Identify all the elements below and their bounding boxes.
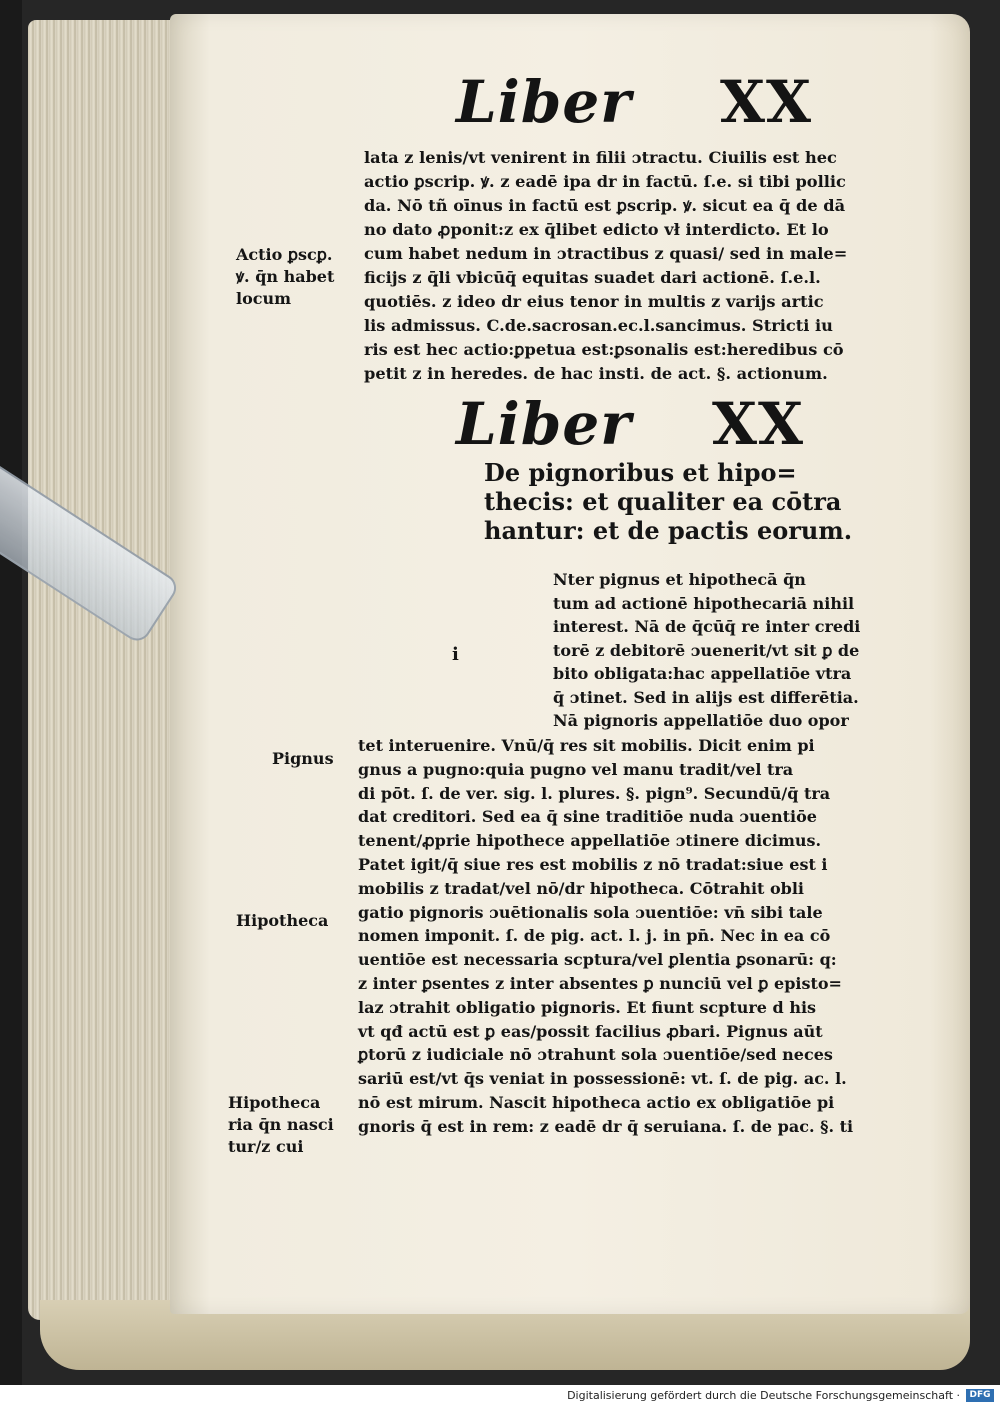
text-line: Nā pignoris appellatiōe duo opor: [553, 711, 849, 730]
text-line: nomen imponit. ſ. de pig. act. l. j. in pn̄. Nec in ea cō: [358, 926, 831, 946]
text-line: lata z lenis/vt venirent in filii ɔtractu. Ciuilis est hec: [364, 148, 837, 167]
text-line: torē z debitorē ɔuenerit/vt sit ꝑ de: [553, 640, 860, 660]
text-line: gatio pignoris ɔuētionalis sola ɔuentiōe: vn̄ sibi tale: [358, 902, 823, 922]
text-line: dat creditori. Sed ea q̄ sine traditiōe nuda ɔuentiōe: [358, 807, 817, 827]
text-line: bito obligata:hac appellatiōe vtra: [553, 664, 852, 683]
running-header-liber: Liber: [456, 68, 632, 136]
text-line: interest. Nā de q̄cūq̄ re inter credi: [553, 617, 861, 636]
text-line: Patet igit/q̄ siue res est mobilis z nō tradat:siue est i: [358, 854, 828, 874]
margin-line: tur/z cui: [228, 1137, 304, 1156]
text-line: tet interuenire. Vnū/q̄ res sit mobilis. Dicit enim pi: [358, 736, 815, 755]
margin-line: Actio ꝑscꝑ.: [236, 245, 333, 264]
text-line: nō est mirum. Nascit hipotheca actio ex obligatiōe pi: [358, 1092, 835, 1112]
text-line: lis admissus. C.de.sacrosan.ec.l.sancimus. Stricti iu: [364, 316, 833, 335]
text-line: ficijs z q̄li vbicūq̄ equitas suadet dari actionē. ſ.e.l.: [364, 268, 821, 287]
page-edges: [28, 20, 178, 1320]
margin-line: ꝟ. q̄n habet: [236, 267, 335, 286]
margin-line: Pignus: [272, 749, 334, 768]
text-line: vt qđ actū est ꝑ eas/possit facilius ꝓbari. Pignus aūt: [358, 1021, 823, 1041]
text-line: tenent/ꝓprie hipothece appellatiōe ɔtinere dicimus.: [358, 831, 822, 851]
text-line: q̄ ɔtinet. Sed in alijs est differētia.: [553, 687, 859, 707]
chapter-title: [484, 458, 852, 545]
margin-line: Hipotheca: [236, 911, 329, 930]
text-line: quotiēs. z ideo dr eius tenor in multis z varijs artic: [364, 292, 824, 311]
text-line: gnoris q̄ est in rem: z eadē dr q̄ seruiana. ſ. de pac. §. ti: [358, 1116, 854, 1136]
footer-credit: Digitalisierung gefördert durch die Deutsche Forschungsgemeinschaft ·: [567, 1389, 960, 1402]
text-line: gnus a pugno:quia pugno vel manu tradit/vel tra: [358, 759, 794, 779]
text-line: cum habet nedum in ɔtractibus z quasi/ sed in male=: [364, 244, 848, 263]
text-line: sariū est/vt q̄s veniat in possessionē: vt. ſ. de pig. ac. l.: [358, 1069, 847, 1089]
text-block-1: [364, 146, 847, 386]
text-line: tum ad actionē hipothecariā nihil: [553, 593, 855, 613]
running-header-number: XX: [720, 68, 813, 136]
title-line: De pignoribus et hipo=: [484, 458, 797, 487]
text-line: actio ꝑscrip. ꝟ. z eadē ipa dr in factū. ſ.e. si tibi pollic: [364, 172, 846, 191]
text-block-3: [358, 734, 853, 1139]
margin-note-actio: [236, 244, 334, 310]
text-line: ꝑtorū z iudiciale nō ɔtrahunt sola ɔuentiōe/sed neces: [358, 1045, 833, 1065]
text-line: no dato ꝓponit:z ex q̄libet edicto vł interdicto. Et lo: [364, 220, 829, 239]
text-block-2: [553, 568, 860, 733]
text-line: z inter ꝑsentes z inter absentes ꝑ nunciū vel ꝑ episto=: [358, 973, 842, 993]
margin-line: Hipotheca: [228, 1093, 321, 1112]
margin-note-pignus: [272, 748, 334, 770]
text-line: ris est hec actio:ꝑpetua est:ꝑsonalis est:heredibus cō: [364, 340, 844, 359]
book-cover-edge: [0, 0, 22, 1385]
dfg-logo: DFG: [966, 1389, 994, 1402]
footer-bar: [0, 1385, 1000, 1407]
margin-line: locum: [236, 289, 292, 308]
title-line: thecis: et qualiter ea cōtra: [484, 487, 842, 516]
stray-mark: i: [452, 644, 459, 665]
section-header-number: XX: [712, 390, 805, 458]
text-line: di pōt. ſ. de ver. sig. l. plures. §. pign⁹. Secundū/q̄ tra: [358, 783, 831, 803]
margin-line: ria q̄n nasci: [228, 1115, 334, 1134]
text-line: uentiōe est necessaria scptura/vel ꝑlentia ꝑsonarū: q:: [358, 950, 837, 970]
margin-note-hipothecaria: [228, 1092, 334, 1158]
text-line: laz ɔtrahit obligatio pignoris. Et fiunt scpture d his: [358, 997, 817, 1017]
title-line: hantur: et de pactis eorum.: [484, 516, 853, 545]
section-header-liber: Liber: [456, 390, 632, 458]
text-line: mobilis z tradat/vel nō/dr hipotheca. Cōtrahit obli: [358, 878, 804, 898]
margin-note-hipotheca: [236, 910, 328, 932]
text-line: Nter pignus et hipothecā q̄n: [553, 570, 806, 589]
text-line: petit z in heredes. de hac insti. de act. §. actionum.: [364, 364, 828, 383]
text-line: da. Nō tñ oīnus in factū est ꝑscrip. ꝟ. sicut ea q̄ de dā: [364, 196, 846, 215]
